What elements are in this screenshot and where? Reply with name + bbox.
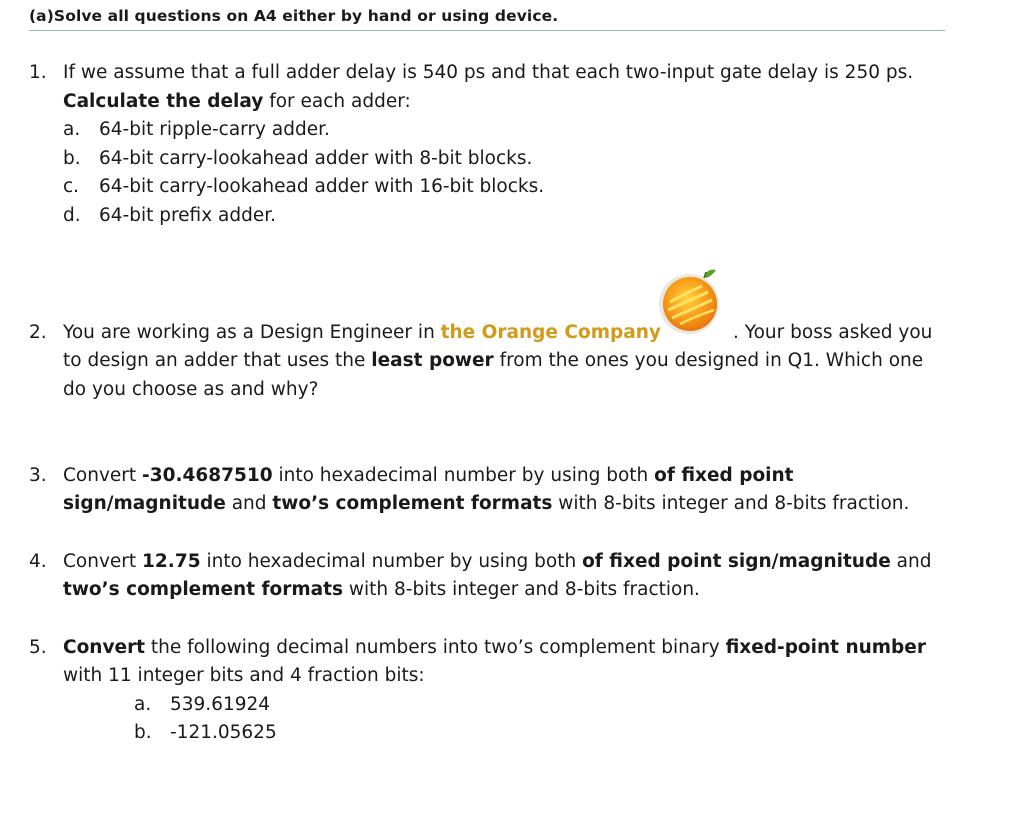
q2-line2-post: from the ones you designed in Q1. Which one (493, 350, 924, 371)
q1-item-c-text: 64-bit carry-lookahead adder with 16-bit blocks. (99, 176, 545, 197)
q1-item-a-text: 64-bit ripple-carry adder. (99, 119, 330, 140)
q4-line2 (63, 579, 700, 601)
orange-logo-icon (654, 266, 728, 336)
q4-value: 12.75 (142, 551, 201, 572)
q1-item-d-text: 64-bit prefix adder. (99, 205, 277, 226)
q2-line2-bold: least power (371, 350, 494, 371)
q1-line2-rest: for each adder: (263, 91, 411, 112)
q5-item-b-label: b. (134, 722, 152, 743)
q2-post: . Your boss asked you (733, 322, 933, 343)
q1-bold: Calculate the delay (63, 91, 264, 112)
q3-mid: into hexadecimal number by using both (272, 465, 655, 486)
q2-line3: do you choose as and why? (63, 379, 319, 400)
q3-bold1: of fixed point (654, 465, 794, 486)
q4-post: and (890, 551, 932, 572)
q1-item-b-label: b. (63, 148, 81, 169)
q1-item-a-label: a. (63, 119, 81, 140)
q2-line2-pre: to design an adder that uses the (63, 350, 372, 371)
q5-mid: the following decimal numbers into two’s complement binary (145, 637, 726, 658)
q3-line2-post: with 8-bits integer and 8-bits fraction. (552, 493, 910, 514)
q5-item-a-label: a. (134, 694, 152, 715)
q2-pre: You are working as a Design Engineer in (63, 322, 441, 343)
q3-line2 (63, 493, 909, 515)
q1-line1: If we assume that a full adder delay is 540 ps and that each two-input gate delay is 250 ps. (63, 62, 914, 83)
q4-line1 (63, 551, 931, 573)
q3-number: 3. (29, 465, 47, 486)
q2-company: the Orange Company (440, 322, 661, 343)
q5-item-a-text: 539.61924 (170, 694, 271, 715)
q3-value: -30.4687510 (142, 465, 273, 486)
q2-line2 (63, 350, 923, 372)
q4-number: 4. (29, 551, 47, 572)
q5-item-b-text: -121.05625 (170, 722, 277, 743)
q1-number: 1. (29, 62, 47, 83)
q3-line2-bold1: sign/magnitude (63, 493, 226, 514)
q1-line2 (63, 91, 411, 113)
q3-pre: Convert (63, 465, 143, 486)
q4-pre: Convert (63, 551, 143, 572)
header-title: (a)Solve all questions on A4 either by hand or using device. (29, 7, 559, 25)
q5-bold1: Convert (63, 637, 146, 658)
q5-bold2: fixed-point number (725, 637, 926, 658)
q5-line1 (63, 637, 926, 659)
q1-item-b-text: 64-bit carry-lookahead adder with 8-bit blocks. (99, 148, 533, 169)
q5-line2: with 11 integer bits and 4 fraction bits: (63, 665, 425, 686)
q4-line2-post: with 8-bits integer and 8-bits fraction. (342, 579, 700, 600)
q5-number: 5. (29, 637, 47, 658)
q4-mid: into hexadecimal number by using both (200, 551, 583, 572)
q1-item-d-label: d. (63, 205, 81, 226)
q2-number: 2. (29, 322, 47, 343)
page-header (29, 6, 945, 31)
q4-line2-bold: two’s complement formats (63, 579, 343, 600)
q2-line1 (63, 322, 661, 344)
q1-item-c-label: c. (63, 176, 80, 197)
q3-line2-mid: and (225, 493, 273, 514)
q4-bold1: of fixed point sign/magnitude (582, 551, 891, 572)
q3-line1 (63, 465, 794, 487)
q3-line2-bold2: two’s complement formats (272, 493, 553, 514)
